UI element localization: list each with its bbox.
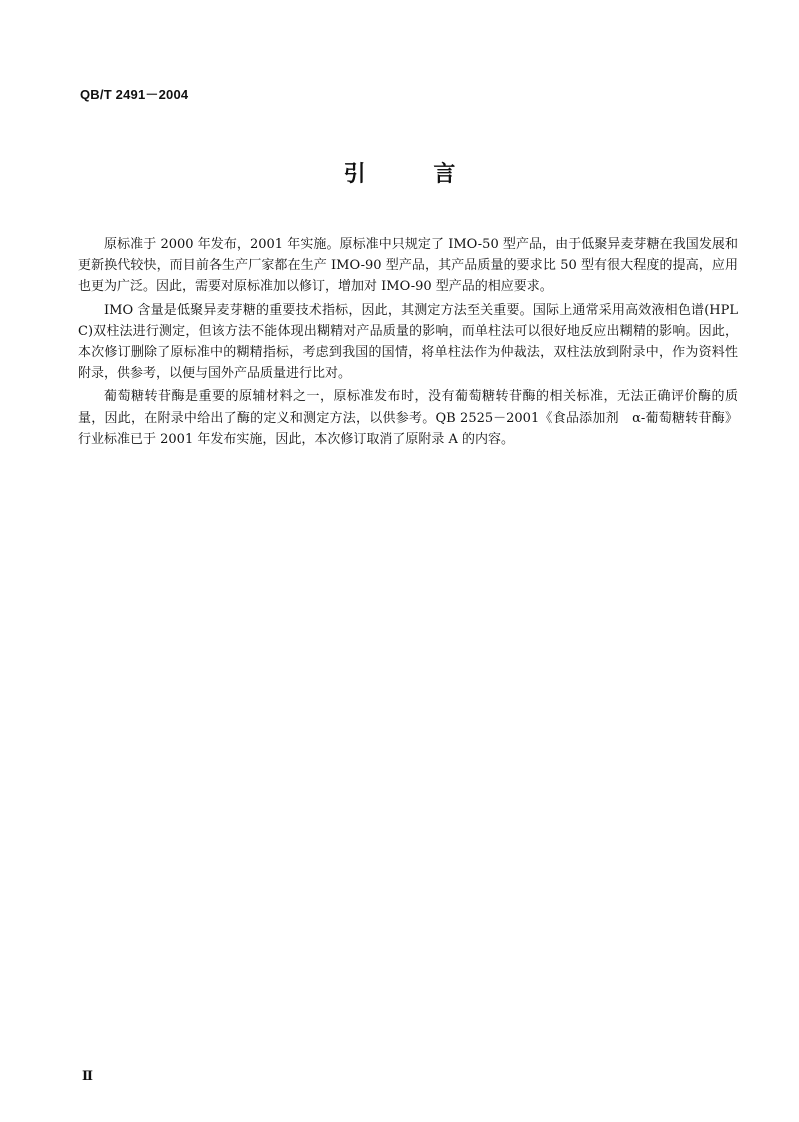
paragraph-3: 葡萄糖转苷酶是重要的原辅材料之一，原标准发布时，没有葡萄糖转苷酶的相关标准，无法正确评价酶的质量，因此，在附录中给出了酶的定义和测定方法，以供参考。QB 2525－2001《食品添加剂 α-葡萄糖转苷酶》行业标准已于 2001 年发布实施，因此，本次修订取消了原附录 A 的内容。 bbox=[78, 389, 738, 447]
page-number: Ⅱ bbox=[82, 1068, 93, 1083]
page-title: 引 言 bbox=[343, 162, 486, 187]
body-text bbox=[78, 234, 738, 452]
paragraph-1: 原标准于 2000 年发布，2001 年实施。原标准中只规定了 IMO-50 型产品，由于低聚异麦芽糖在我国发展和更新换代较快，而目前各生产厂家都在生产 IMO-90 型产品，其产品质量的要求比 50 型有很大程度的提高，应用也更为广泛。因此，需要对原标准加以修订，增加对 IMO-90 型产品的相应要求。 bbox=[78, 237, 738, 295]
standard-code: QB/T 2491－2004 bbox=[80, 87, 189, 102]
paragraph-2: IMO 含量是低聚异麦芽糖的重要技术指标，因此，其测定方法至关重要。国际上通常采用高效液相色谱(HPLC)双柱法进行测定，但该方法不能体现出糊精对产品质量的影响，而单柱法可以很好地反应出糊精的影响。因此，本次修订删除了原标准中的糊精指标，考虑到我国的国情，将单柱法作为仲裁法，双柱法放到附录中，作为资料性附录，供参考，以便与国外产品质量进行比对。 bbox=[78, 302, 738, 382]
